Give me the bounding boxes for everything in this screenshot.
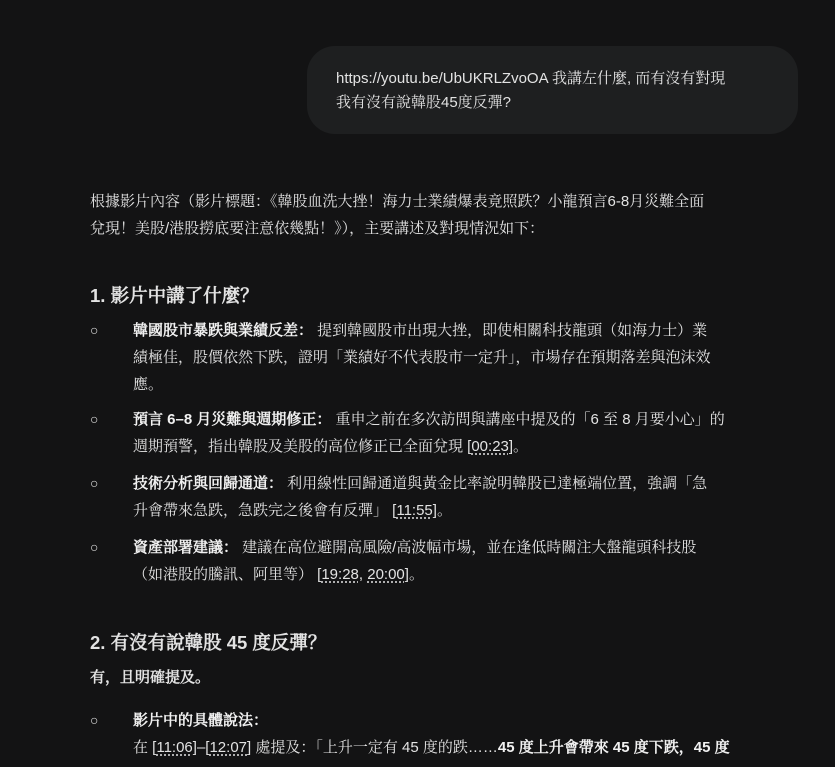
timestamp-link[interactable]: 19:28 [321,566,359,583]
item-text: ]。 [432,502,452,519]
item-text: 重申之前在多次訪問與講座中提及的「6 至 8 月要小心」的 [331,411,725,428]
timestamp-link[interactable]: 12:07 [209,739,248,756]
bullet-icon: ○ [90,539,99,555]
item-bold-text: 45 度上升會帶來 45 度下跌，45 度 [497,739,730,756]
item-label: 影片中的具體說法： [133,712,269,729]
list-item [90,406,805,460]
item-text: 建議在高位避開高風險/高波幅市場，並在逢低時關注大盤龍頭科技股 [238,539,697,556]
item-text: ] 處提及：「上升一定有 45 度的跌…… [247,739,498,756]
user-message-bubble [307,46,798,134]
timestamp-link[interactable]: 20:00 [367,566,405,583]
timestamp-link[interactable]: 00:23 [471,438,509,455]
bullet-icon: ○ [90,322,99,338]
item-label: 技術分析與回歸通道： [133,475,284,492]
bullet-icon: ○ [90,411,99,427]
item-text: , [358,566,368,583]
item-text: 週期預警，指出韓股及美股的高位修正已全面兌現 [ [133,438,472,455]
item-text: 升會帶來急跌，急跌完之後會有反彈」 [ [133,502,397,519]
item-label: 韓國股市暴跌與業績反差： [133,322,314,339]
item-text: ]–[ [192,739,210,756]
item-label: 預言 6–8 月災難與週期修正： [133,411,332,428]
item-text: 應。 [133,376,164,393]
item-text: 提到韓國股市出現大挫，即使相關科技龍頭（如海力士）業 [313,322,708,339]
user-message-line-1: https://youtu.be/UbUKRLZvoOA 我講左什麼, 而有沒有對現 [336,70,726,87]
list-item [90,534,805,588]
list-item [90,470,805,524]
item-text: ]。 [404,566,424,583]
timestamp-link[interactable]: 11:06 [156,739,193,756]
item-label: 資產部署建議： [133,539,239,556]
item-text: （如港股的騰訊、阿里等） [ [133,566,322,583]
item-text: 利用線性回歸通道與黃金比率說明韓股已達極端位置，強調「急 [283,475,708,492]
section-1-heading: 1. 影片中講了什麼？ [90,285,259,306]
list-item [90,707,805,761]
response-intro [90,188,805,242]
list-item [90,317,805,398]
model-response [90,188,805,756]
bullet-icon: ○ [90,475,99,491]
item-text: ]。 [508,438,529,455]
section-2-answer: 有，且明確提及。 [90,669,211,686]
intro-line-2: 兌現！美股/港股撈底要注意依幾點！》），主要講述及對現情況如下： [90,220,545,237]
bullet-icon: ○ [90,712,99,728]
item-text: 績極佳，股價依然下跌，證明「業績好不代表股市一定升」，市場存在預期落差與泡沫效 [133,349,711,366]
user-message-line-2: 我有沒有說韓股45度反彈? [336,94,512,111]
intro-line-1: 根據影片內容（影片標題：《韓股血洗大挫！海力士業績爆表竟照跌？小龍預言6-8月災難全面 [90,193,705,210]
timestamp-link[interactable]: 11:55 [396,502,433,519]
section-2-heading: 2. 有沒有說韓股 45 度反彈？ [90,632,327,653]
item-text: 在 [ [133,739,157,756]
